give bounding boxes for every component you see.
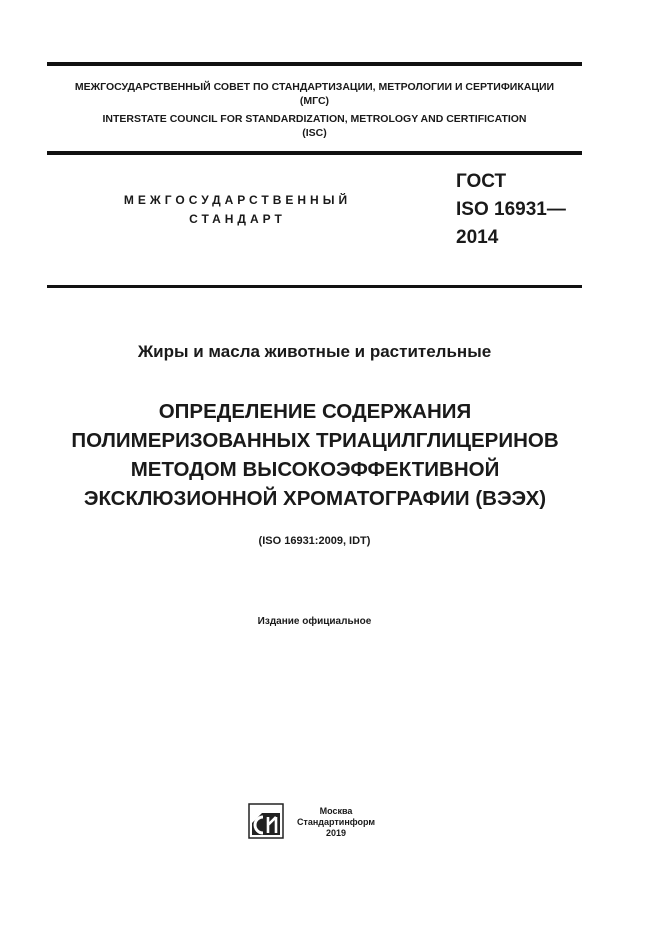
top-rule	[47, 62, 582, 66]
title-line: МЕТОДОМ ВЫСОКОЭФФЕКТИВНОЙ	[130, 458, 500, 481]
standard-code-line1: ГОСТ	[456, 171, 507, 192]
title-line: ПОЛИМЕРИЗОВАННЫХ ТРИАЦИЛГЛИЦЕРИНОВ	[71, 429, 559, 452]
edition-note: Издание официальное	[257, 616, 372, 627]
council-abbr-en: (ISC)	[302, 127, 327, 139]
publisher-name: Стандартинформ	[296, 817, 376, 827]
header-bottom-rule	[47, 151, 582, 155]
standard-type-line2: СТАНДАРТ	[189, 212, 286, 226]
publication-year: 2019	[325, 828, 347, 838]
standard-code-line3: 2014	[456, 227, 499, 248]
standard-type-line1: МЕЖГОСУДАРСТВЕННЫЙ	[123, 193, 352, 207]
iso-reference: (ISO 16931:2009, IDT)	[258, 535, 371, 547]
council-abbr-ru: (МГС)	[299, 95, 330, 107]
document-subtitle: Жиры и масла животные и растительные	[137, 342, 492, 361]
document-title	[20, 397, 610, 513]
council-name-en: INTERSTATE COUNCIL FOR STANDARDIZATION, METROLOGY AND CERTIFICATION	[102, 113, 527, 125]
council-name-ru: МЕЖГОСУДАРСТВЕННЫЙ СОВЕТ ПО СТАНДАРТИЗАЦИИ, МЕТРОЛОГИИ И СЕРТИФИКАЦИИ	[74, 81, 555, 93]
standard-block-rule	[47, 285, 582, 288]
standard-code-line2: ISO 16931—	[456, 199, 566, 220]
title-line: ОПРЕДЕЛЕНИЕ СОДЕРЖАНИЯ	[158, 400, 472, 423]
standartinform-logo-icon	[248, 803, 284, 839]
title-line: ЭКСКЛЮЗИОННОЙ ХРОМАТОГРАФИИ (ВЭЭХ)	[83, 487, 547, 510]
publisher-city: Москва	[319, 806, 353, 816]
